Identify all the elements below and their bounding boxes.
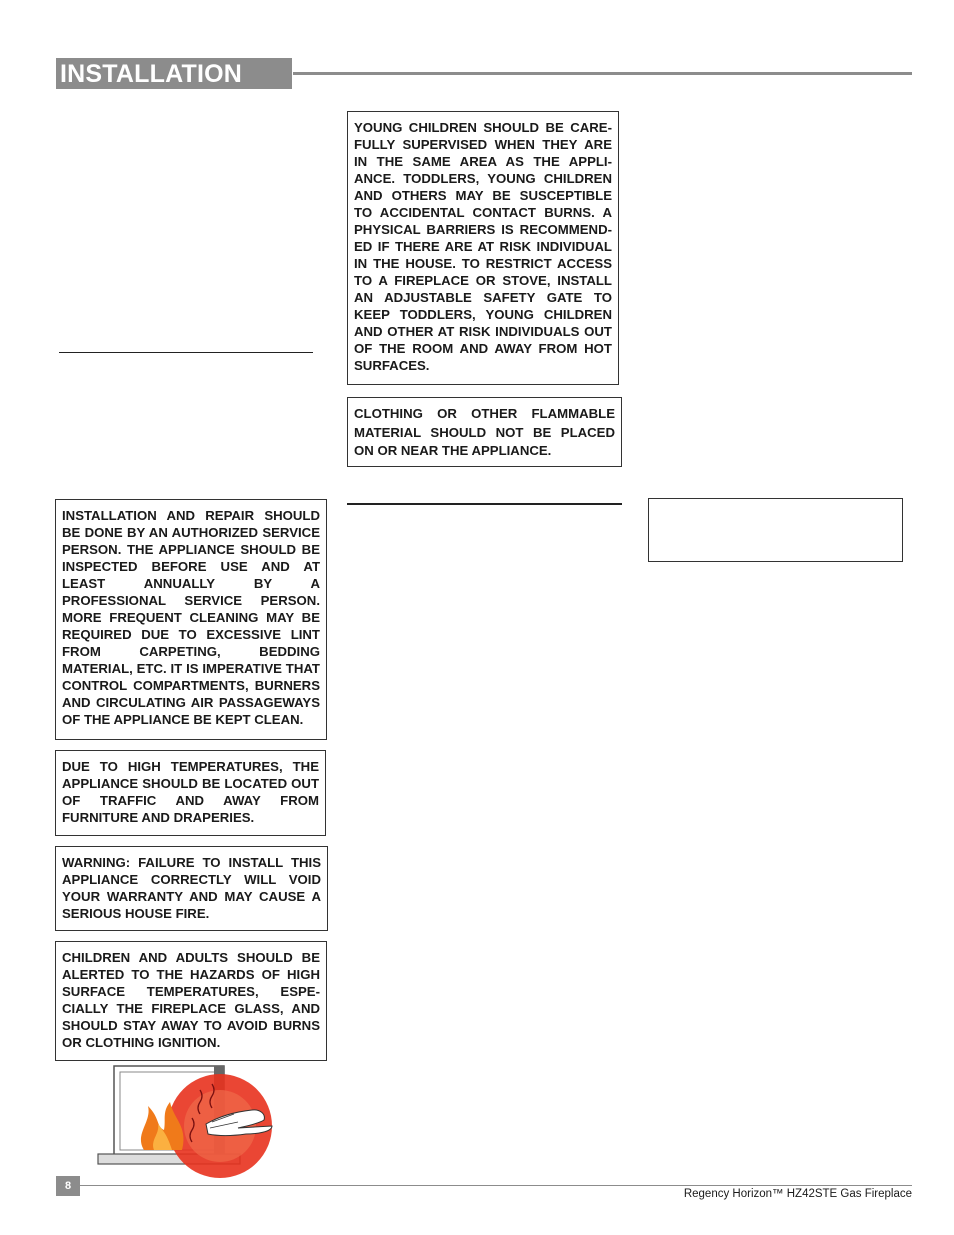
- left-divider: [59, 352, 313, 353]
- warning-text: INSTALLATION AND REPAIR SHOULD BE DONE BY AN AUTHORIZED SERVICE PERSON. THE APPLIANCE SHOULD BE INSPECTED BEFORE USE AND AT LEAST ANNUALLY BY A PROFESSIONAL SERVICE PERSON. MORE FREQUENT CLEANING MAY BE REQUIRED DUE TO EXCESSIVE LINT FROM CARPETING, BEDDING MATERIAL, ETC. IT IS IMPERATIVE THAT CONTROL COMPARTMENTS, BURNERS AND CIRCULATING AIR PASSAGEWAYS OF THE APPLIANCE BE KEPT CLEAN.: [62, 508, 320, 727]
- warning-box-installation-repair: [55, 499, 327, 740]
- page-number: 8: [56, 1176, 80, 1196]
- warning-text: WARNING: FAILURE TO INSTALL THIS APPLIANCE CORRECTLY WILL VOID YOUR WARRANTY AND MAY CAUSE A SERIOUS HOUSE FIRE.: [62, 855, 321, 921]
- empty-note-box: [648, 498, 903, 562]
- warning-box-children-supervision: [347, 111, 619, 385]
- warning-text: CLOTHING OR OTHER FLAMMABLE MATERIAL SHOULD NOT BE PLACED ON OR NEAR THE APPLIANCE.: [354, 406, 615, 458]
- warning-box-high-temperatures: [55, 750, 326, 836]
- hot-glass-hand-warning-icon: [96, 1064, 276, 1180]
- footer-product-name: Regency Horizon™ HZ42STE Gas Fireplace: [683, 1188, 912, 1200]
- footer-rule: [56, 1185, 912, 1186]
- section-header-bar: [56, 58, 292, 89]
- warning-text: CHILDREN AND ADULTS SHOULD BE ALERTED TO THE HAZARDS OF HIGH SURFACE TEMPERATURES, ESPE-CIALLY THE FIREPLACE GLASS, AND SHOULD STAY AWAY TO AVOID BURNS OR CLOTHING IGNITION.: [62, 950, 320, 1050]
- warning-text: YOUNG CHILDREN SHOULD BE CARE-FULLY SUPERVISED WHEN THEY ARE IN THE SAME AREA AS THE APPLI-ANCE. TODDLERS, YOUNG CHILDREN AND OTHERS MAY BE SUSCEPTIBLE TO ACCIDENTAL CONTACT BURNS. A PHYSICAL BARRIERS IS RECOMMEND-ED IF THERE ARE AT RISK INDIVIDUAL IN THE HOUSE. TO RESTRICT ACCESS TO A FIREPLACE OR STOVE, INSTALL AN ADJUSTABLE SAFETY GATE TO KEEP TODDLERS, YOUNG CHILDREN AND OTHER AT RISK INDIVIDUALS OUT OF THE ROOM AND AWAY FROM HOT SURFACES.: [354, 120, 612, 373]
- warning-box-surface-temps: [55, 941, 327, 1061]
- header-rule: [293, 72, 912, 75]
- section-title: INSTALLATION: [60, 60, 243, 88]
- warning-text: DUE TO HIGH TEMPERATURES, THE APPLIANCE SHOULD BE LOCATED OUT OF TRAFFIC AND AWAY FROM FURNITURE AND DRAPERIES.: [62, 759, 319, 825]
- middle-divider: [347, 503, 622, 505]
- warning-box-failure-install: [55, 846, 328, 931]
- warning-box-clothing: [347, 397, 622, 467]
